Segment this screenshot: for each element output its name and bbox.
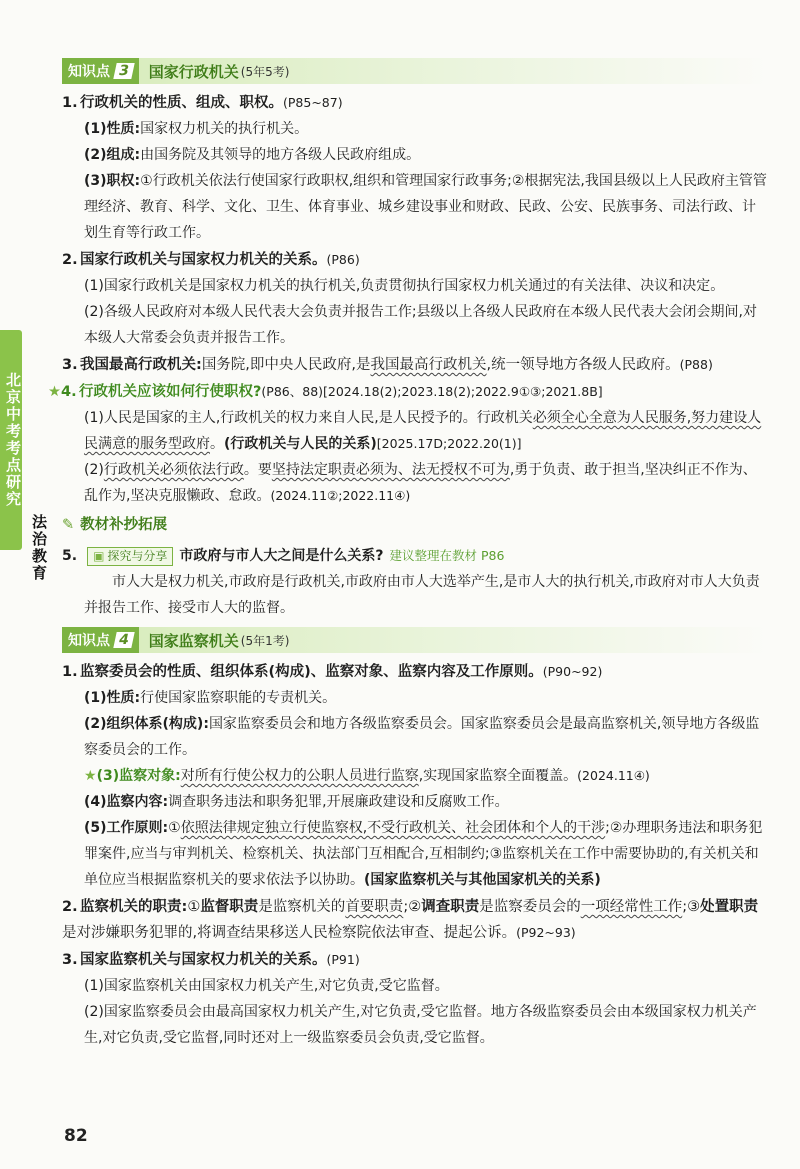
pen-icon: ✎: [62, 517, 75, 533]
item-heading: 2. 监察机关的职责:①监督职责是监察机关的首要职责;②调查职责是监察委员会的一项经常性工作;③处置职责是对涉嫌职务犯罪的,将调查结果移送人民检察院依法审查、提起公诉。(P92~93): [62, 899, 759, 941]
item-heading: 3. 我国最高行政机关:国务院,即中央人民政府,是我国最高行政机关,统一领导地方各级人民政府。(P88): [62, 357, 713, 373]
sub-item: (1)性质:国家权力机关的执行机关。: [84, 121, 309, 137]
sub-item: (2)各级人民政府对本级人民代表大会负责并报告工作;县级以上各级人民政府在本级人民代表大会闭会期间,对本级人大常委会负责并报告工作。: [84, 304, 757, 346]
knowledge-point-3-header: [62, 58, 768, 84]
explore-tag: ▣ 探究与分享: [87, 547, 173, 566]
knowledge-point-4-header: [62, 627, 768, 653]
kp-title: 国家监察机关: [148, 631, 239, 650]
sub-item: (5)工作原则:①依照法律规定独立行使监察权,不受行政机关、社会团体和个人的干涉;②办理职务违法和职务犯罪案件,应当与审判机关、检察机关、执法部门互相配合,互相制约;③监察机关在工作中需要协助的,有关机关和单位应当根据监察机关的要求依法予以协助。(国家监察机关与其他国家机关的关系): [84, 820, 763, 888]
page-number: 82: [64, 1126, 88, 1146]
kp-count: (5年1考): [240, 633, 290, 648]
kp-title: 国家行政机关: [148, 62, 239, 81]
sub-item: (1)国家监察机关由国家权力机关产生,对它负责,受它监督。: [84, 978, 449, 994]
sub-item: ★(3)监察对象:对所有行使公权力的公职人员进行监察,实现国家监察全面覆盖。(2024.11④): [84, 768, 650, 784]
side-tab: [0, 330, 56, 600]
item-heading: 1. 行政机关的性质、组成、职权。(P85~87): [62, 95, 343, 111]
kp-count: (5年5考): [240, 64, 290, 79]
side-title: 北京中考考点研究: [0, 330, 22, 550]
sub-item: (2)行政机关必须依法行政。要坚持法定职责必须为、法无授权不可为,勇于负责、敢于担当,坚决纠正不作为、乱作为,坚决克服懒政、怠政。(2024.11②;2022.11④): [84, 462, 757, 504]
item-heading: 2. 国家行政机关与国家权力机关的关系。(P86): [62, 252, 360, 268]
sub-item: (2)国家监察委员会由最高国家权力机关产生,对它负责,受它监督。地方各级监察委员会由本级国家权力机关产生,对它负责,受它监督,同时还对上一级监察委员会负责,受它监督。: [84, 1004, 757, 1046]
star-icon: ★: [48, 384, 61, 400]
sub-item: (2)组织体系(构成):国家监察委员会和地方各级监察委员会。国家监察委员会是最高监察机关,领导地方各级监察委员会的工作。: [84, 716, 760, 758]
content: [48, 58, 768, 1051]
kp-badge: 知识点 4: [62, 627, 139, 653]
side-subject: 法治教育: [30, 514, 48, 582]
item-heading: 3. 国家监察机关与国家权力机关的关系。(P91): [62, 952, 360, 968]
supplement-heading: ✎ 教材补抄拓展: [62, 517, 168, 533]
sub-item: (2)组成:由国务院及其领导的地方各级人民政府组成。: [84, 147, 421, 163]
sub-item: (1)人民是国家的主人,行政机关的权力来自人民,是人民授予的。行政机关必须全心全意为人民服务,努力建设人民满意的服务型政府。(行政机关与人民的关系)[2025.17D;2022.20(1)]: [84, 410, 762, 452]
star-icon: ★: [84, 768, 97, 784]
sub-item: (1)性质:行使国家监察职能的专责机关。: [84, 690, 337, 706]
sub-item: (4)监察内容:调查职务违法和职务犯罪,开展廉政建设和反腐败工作。: [84, 794, 509, 810]
item-heading: 1. 监察委员会的性质、组织体系(构成)、监察对象、监察内容及工作原则。(P90~92): [62, 664, 603, 680]
explore-question: 5. ▣ 探究与分享 市政府与市人大之间是什么关系? 建议整理在教材 P86: [62, 548, 505, 564]
sub-item: (1)国家行政机关是国家权力机关的执行机关,负责贯彻执行国家权力机关通过的有关法律、决议和决定。: [84, 278, 725, 294]
book-icon: ▣: [93, 549, 105, 563]
kp-badge: 知识点 3: [62, 58, 139, 84]
explore-answer: 市人大是权力机关,市政府是行政机关,市政府由市人大选举产生,是市人大的执行机关,市政府对市人大负责并报告工作、接受市人大的监督。: [84, 574, 760, 616]
sub-item: (3)职权:①行政机关依法行使国家行政职权,组织和管理国家行政事务;②根据宪法,我国县级以上人民政府主管管理经济、教育、科学、文化、卫生、体育事业、城乡建设事业和财政、民政、公安、民族事务、司法行政、计划生育等行政工作。: [84, 173, 767, 241]
item-heading-star: ★4. 行政机关应该如何行使职权?(P86、88)[2024.18(2);2023.18(2);2022.9①③;2021.8B]: [48, 384, 603, 400]
